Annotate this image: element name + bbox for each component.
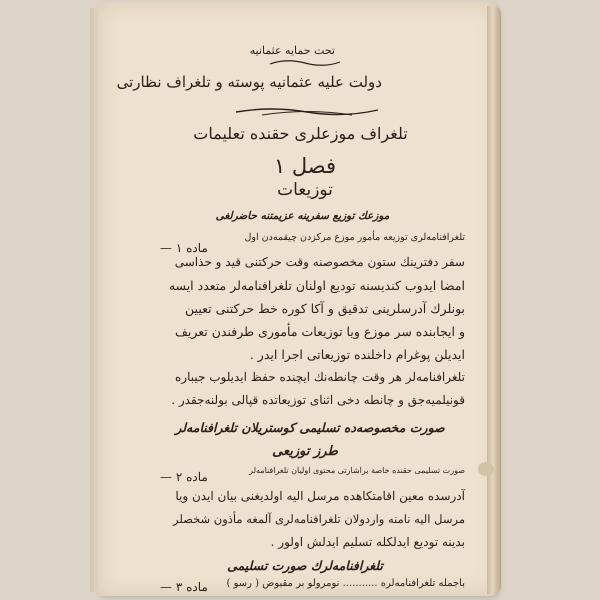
article-2-line: آدرسده معین اقامتکاهده مرسل الیه اولدیغنی بیان ایدن ویا xyxy=(175,489,465,503)
article-3-label: ماده ٣ — xyxy=(160,580,208,594)
page-paper xyxy=(98,2,498,596)
article-1-line: امضا ایدوب کندیسنه تودیع اولنان تلغرافنامه‌لر متعدد ایسه xyxy=(168,278,465,293)
article-1-line: ایدیلن پوغرام داخلنده توزیعاتی اجرا ایدر . xyxy=(249,347,465,362)
section-heading xyxy=(250,154,360,178)
article-1-line: و ایجابنده سر موزع ویا توزیعات مأموری طرفندن تعریف xyxy=(174,324,465,339)
section-label: فصل xyxy=(291,154,337,178)
document-title: تلغراف موزعلری حقنده تعلیمات xyxy=(193,124,408,143)
emblem-flourish-top xyxy=(268,58,342,68)
article-1-line: تلغرافنامه‌لری توزیعه مأمور موزع مرکزدن چیقمه‌دن اول xyxy=(244,232,465,243)
article-2-line: مرسل الیه نامنه واردولان تلغرافنامه‌لری آلمغه مأذون شخصلر xyxy=(172,512,465,526)
heading-2: صورت مخصوصه‌ده تسلیمی کوستریلان تلغرافنامه‌لر xyxy=(175,420,445,435)
article-2-line: بدینه تودیع ایدلکله تسلیم ایدلش اولور . xyxy=(270,535,465,549)
article-3-line: باجمله تلغرافنامه‌لره ........... نومرولو بر مقبوض ( رسو ) xyxy=(226,578,465,589)
emblem-flourish-bottom xyxy=(232,104,382,118)
heading-1: موزعك توزيع سفرينه عزيمتنه حاضرلغى xyxy=(215,210,390,222)
section-subtitle: توزیعات xyxy=(277,180,333,200)
article-2-line: صورت تسلیمی حقنده خاصة براشارتی محتوی اولیان تلغرافنامه‌لر xyxy=(249,466,465,475)
article-1-line: بونلرك آدرسلرینی تدقیق و آکا کوره خط حرکتنی تعیین xyxy=(185,301,465,316)
heading-3: طرز توزيعى xyxy=(272,444,338,459)
article-1-line: سفر دفترینك ستون مخصوصنه وقت حرکتنی قید و حذاسی xyxy=(174,255,465,269)
article-1-line: تلغرافنامه‌لر هر وقت چانطه‌نك ایچنده حفظ ایدیلوب جیباره xyxy=(174,370,465,384)
book-right-edge xyxy=(487,6,501,594)
section-number: ١ xyxy=(273,154,286,178)
article-1-label: ماده ١ — xyxy=(160,241,208,255)
emblem-main-calligraphy: دولت عليه عثمانيه پوسته و تلغراف نظارتی xyxy=(116,73,382,91)
paper-blemish xyxy=(478,462,494,476)
emblem-small-tughra: تحت حمایه عثمانیه xyxy=(249,44,335,57)
heading-4: تلغرافنامه‌لرك صورت تسليمى xyxy=(227,558,383,573)
article-1-line: قونیلمیه‌جق و چانطه دخی اثنای توزیعاتده قپالی بولنه‌جقدر . xyxy=(171,393,465,407)
article-2-label: ماده ٢ — xyxy=(160,470,208,484)
